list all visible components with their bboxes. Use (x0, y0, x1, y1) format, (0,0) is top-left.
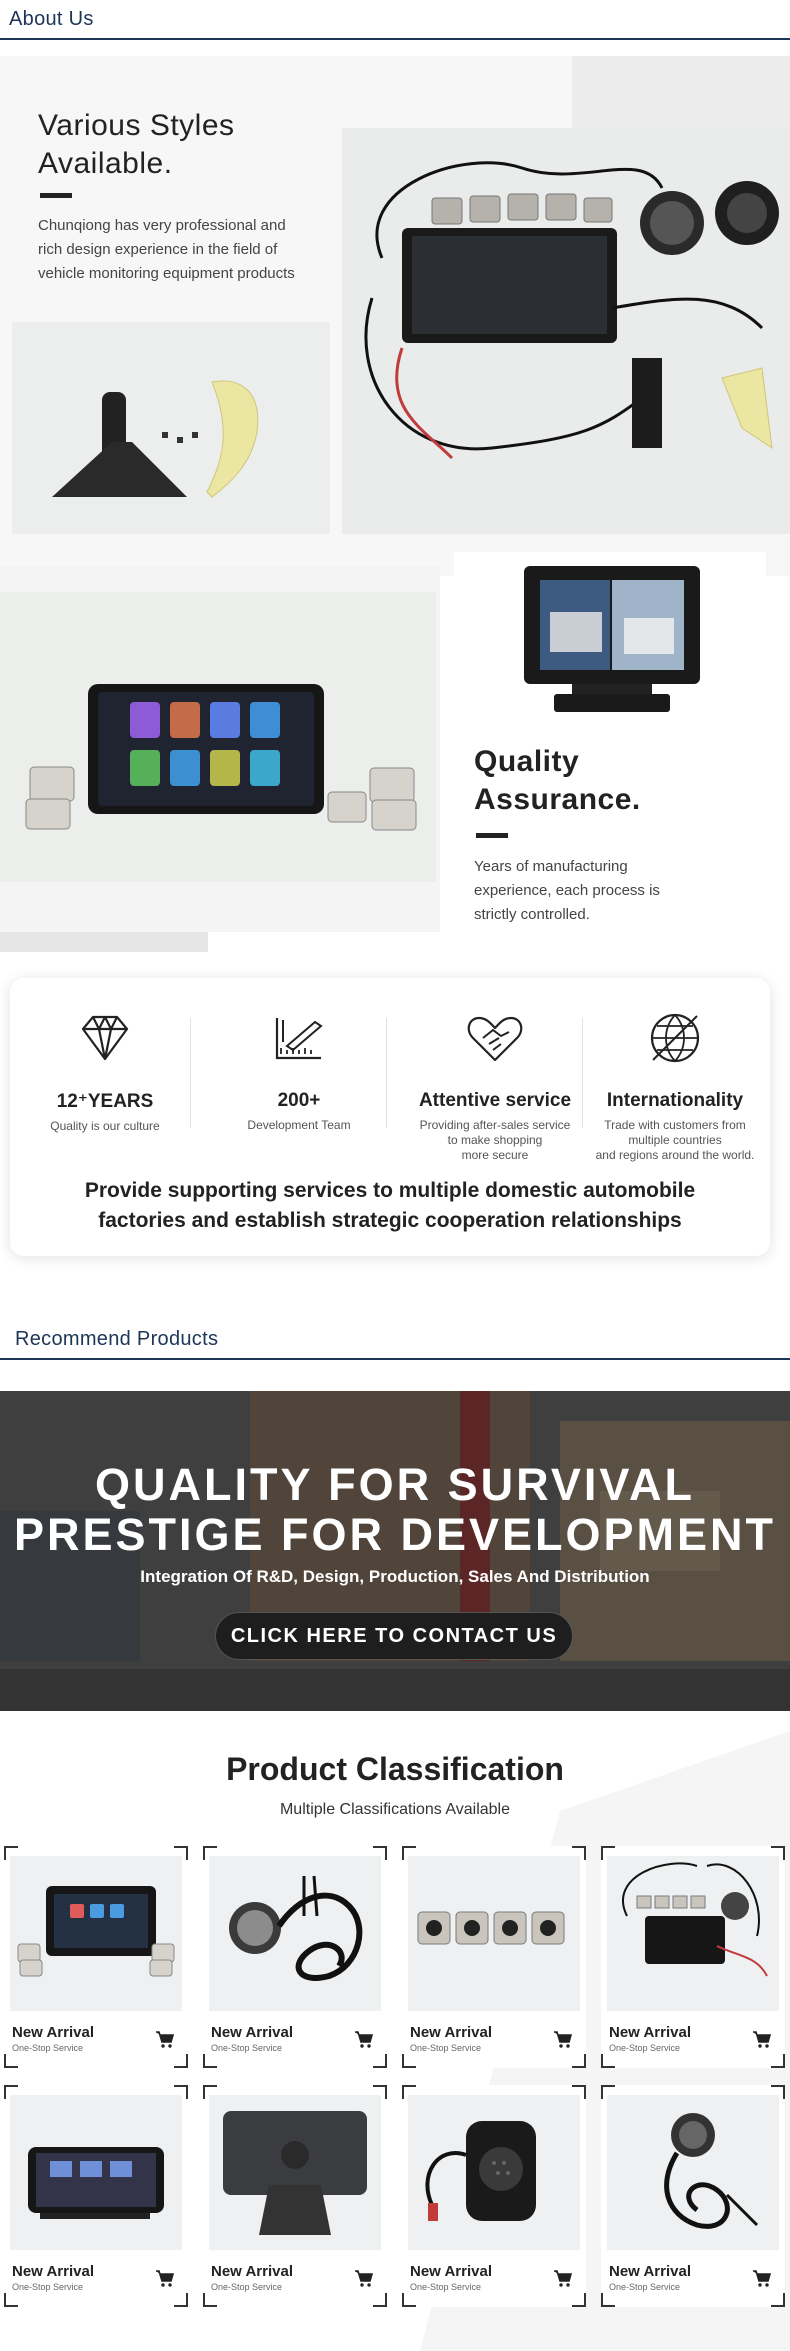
banner-bottom-strip (0, 1669, 790, 1711)
stat-service (400, 1008, 590, 1163)
contact-us-button[interactable] (215, 1612, 573, 1660)
stats-card (10, 978, 770, 1256)
decor-block (572, 56, 790, 128)
various-styles-text-line2: rich design experience in the field of (38, 241, 278, 258)
divider (190, 1018, 191, 1128)
contact-us-label: CLICK HERE TO CONTACT US (230, 1625, 558, 1647)
stat-international-desc-line1: Trade with customers from (604, 1118, 746, 1132)
product-card[interactable] (4, 2085, 188, 2307)
stat-international-desc-line3: and regions around the world. (595, 1148, 755, 1162)
various-styles-title-line2: Available. (38, 147, 173, 180)
product-card[interactable] (203, 1846, 387, 2068)
product-image (607, 1856, 779, 2011)
product-name: New Arrival (410, 2024, 492, 2041)
divider (386, 1018, 387, 1128)
tablet-with-cameras-photo (0, 592, 436, 882)
cart-icon[interactable] (552, 2028, 574, 2050)
globe-icon (580, 1008, 770, 1068)
title-dash (40, 193, 72, 198)
product-image (408, 1856, 580, 2011)
product-card[interactable] (402, 2085, 586, 2307)
stats-footer-line2: factories and establish strategic cooperation relationships (98, 1209, 682, 1232)
monitor-kit-photo (342, 128, 790, 534)
product-tag: One-Stop Service (12, 2282, 84, 2292)
handshake-icon (400, 1008, 590, 1068)
product-card[interactable] (402, 1846, 586, 2068)
product-name: New Arrival (12, 2263, 94, 2280)
car-monitor-photo (454, 552, 766, 724)
monitor-stand-photo (12, 322, 330, 534)
product-name: New Arrival (609, 2263, 691, 2280)
product-tag: One-Stop Service (609, 2282, 681, 2292)
quality-dash (476, 833, 508, 838)
product-classification-title: Product Classification (226, 1751, 564, 1787)
quality-text-line1: Years of manufacturing (474, 858, 628, 875)
stats-footer-line1: Provide supporting services to multiple domestic automobile (84, 1179, 696, 1202)
product-tag: One-Stop Service (410, 2043, 482, 2053)
cart-icon[interactable] (154, 2028, 176, 2050)
quality-text-line2: experience, each process is (474, 882, 660, 899)
product-tag: One-Stop Service (609, 2043, 681, 2053)
product-image (607, 2095, 779, 2250)
diamond-icon (10, 1008, 200, 1068)
stat-years (10, 1008, 200, 1134)
product-name: New Arrival (211, 2024, 293, 2041)
stats-footer (10, 1176, 770, 1236)
various-styles-text-line3: vehicle monitoring equipment products (38, 265, 295, 282)
stat-international (580, 1008, 770, 1163)
stat-international-desc-line2: multiple countries (628, 1133, 722, 1147)
stat-team-title: 200+ (277, 1090, 321, 1111)
product-image (209, 2095, 381, 2250)
quality-text-line3: strictly controlled. (474, 906, 590, 923)
cart-icon[interactable] (751, 2267, 773, 2289)
cart-icon[interactable] (154, 2267, 176, 2289)
quality-title-line1: Quality (474, 745, 580, 778)
product-tag: One-Stop Service (211, 2043, 283, 2053)
product-name: New Arrival (12, 2024, 94, 2041)
promo-banner (0, 1391, 790, 1711)
various-styles-text-line1: Chunqiong has very professional and (38, 217, 286, 234)
banner-subheading: Integration Of R&D, Design, Production, Sales And Distribution (140, 1567, 650, 1586)
product-tag: One-Stop Service (211, 2282, 283, 2292)
quality-title-line2: Assurance. (474, 783, 641, 816)
recommend-products-title: Recommend Products (15, 1328, 219, 1350)
product-image (10, 2095, 182, 2250)
recommend-products-header (0, 1320, 790, 1360)
product-card[interactable] (601, 1846, 785, 2068)
stat-years-title: 12⁺YEARS (56, 1091, 154, 1112)
product-name: New Arrival (211, 2263, 293, 2280)
product-classification-subtitle: Multiple Classifications Available (279, 1801, 511, 1818)
product-name: New Arrival (609, 2024, 691, 2041)
product-tag: One-Stop Service (410, 2282, 482, 2292)
banner-heading-line2: PRESTIGE FOR DEVELOPMENT (13, 1509, 777, 1560)
about-us-header (0, 0, 790, 40)
stat-service-desc-line1: Providing after-sales service (419, 1118, 571, 1132)
stat-team (204, 1008, 394, 1133)
stat-international-title: Internationality (606, 1090, 744, 1111)
stat-service-title: Attentive service (418, 1090, 572, 1111)
banner-heading-line1: QUALITY FOR SURVIVAL (94, 1459, 696, 1510)
product-card[interactable] (4, 1846, 188, 2068)
cart-icon[interactable] (353, 2028, 375, 2050)
cart-icon[interactable] (552, 2267, 574, 2289)
product-card[interactable] (601, 2085, 785, 2307)
product-card[interactable] (203, 2085, 387, 2307)
stat-service-desc-line2: to make shopping (447, 1133, 543, 1147)
cart-icon[interactable] (353, 2267, 375, 2289)
product-image (10, 1856, 182, 2011)
various-styles-title-line1: Various Styles (38, 109, 235, 142)
cart-icon[interactable] (751, 2028, 773, 2050)
product-image (209, 1856, 381, 2011)
product-tag: One-Stop Service (12, 2043, 84, 2053)
stat-years-desc: Quality is our culture (50, 1119, 160, 1133)
drafting-tools-icon (204, 1008, 394, 1068)
product-name: New Arrival (410, 2263, 492, 2280)
product-image (408, 2095, 580, 2250)
about-us-title: About Us (9, 8, 94, 30)
stat-team-desc: Development Team (247, 1118, 351, 1132)
stat-service-desc-line3: more secure (461, 1148, 529, 1162)
decor-block-3 (0, 932, 208, 952)
